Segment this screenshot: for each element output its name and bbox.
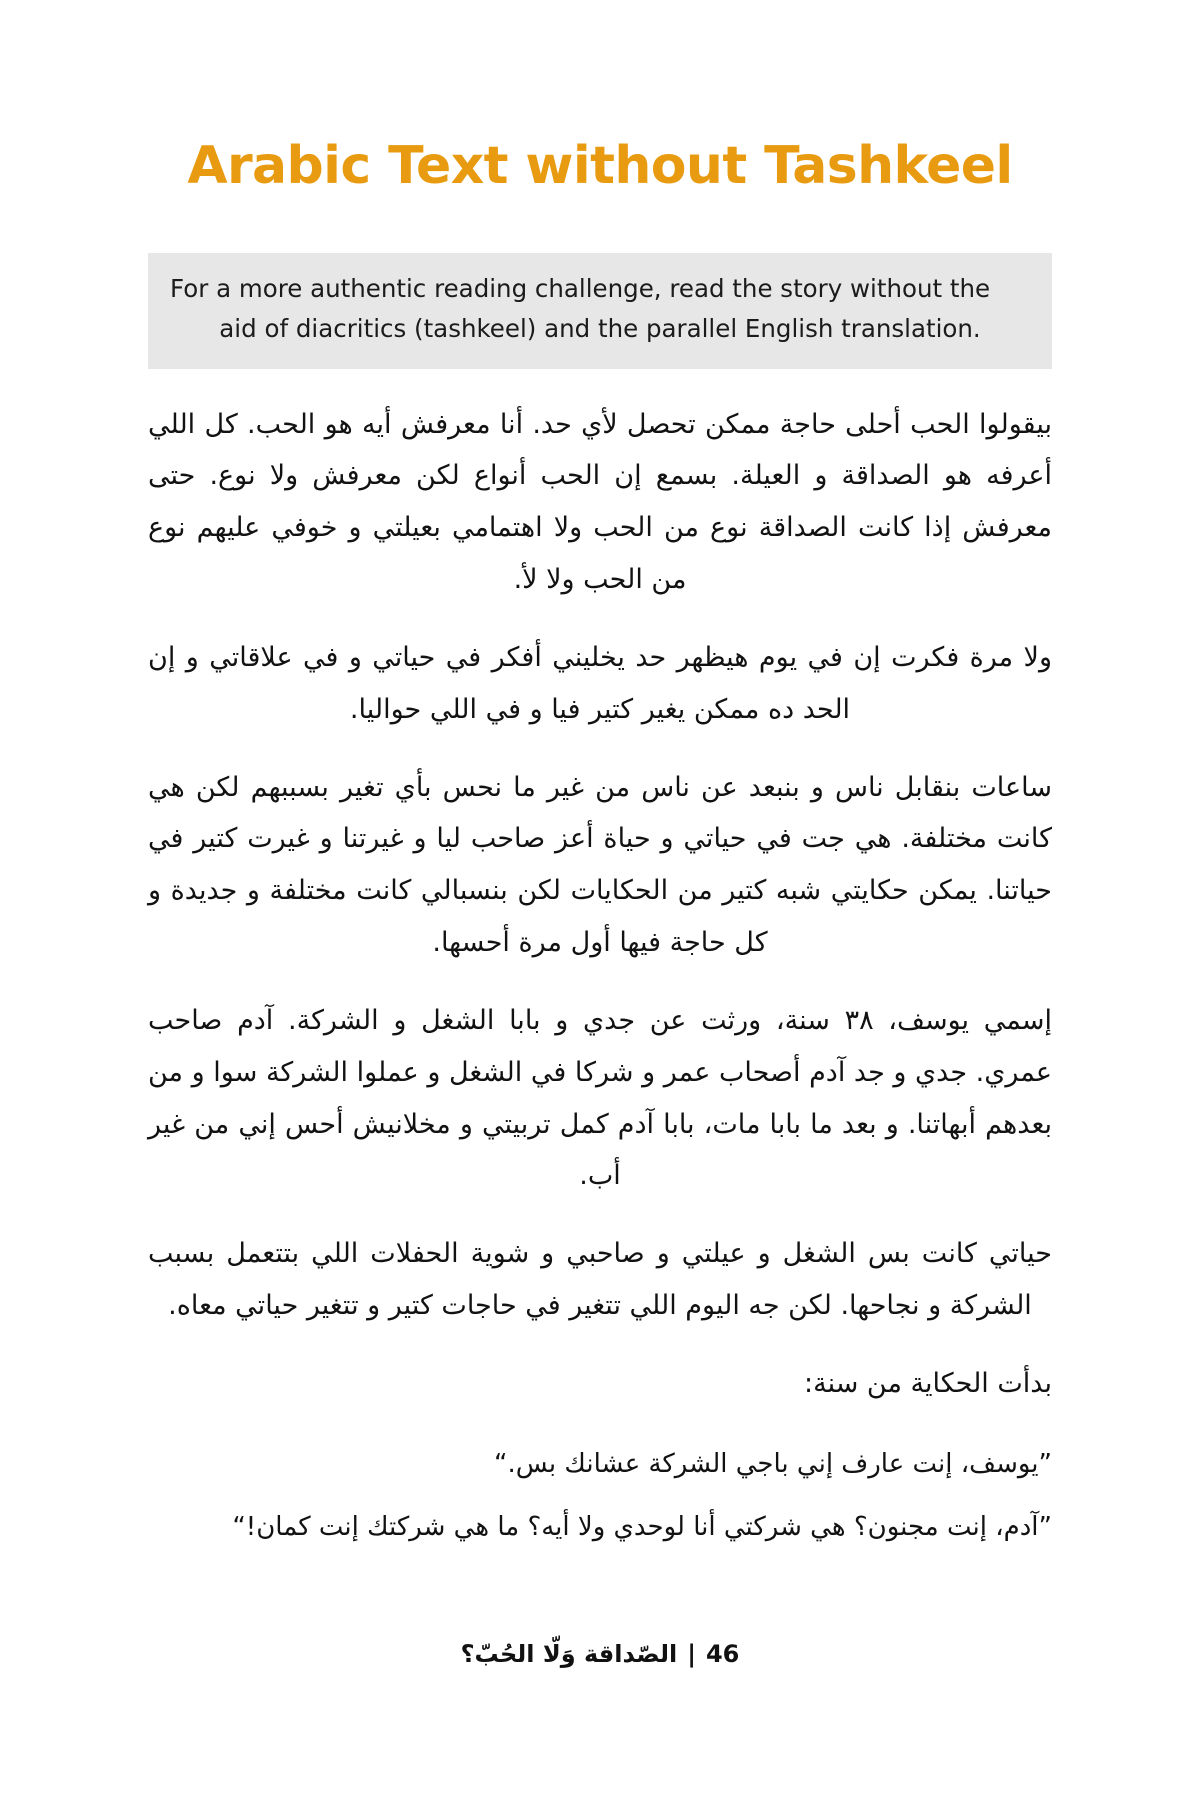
- dialogue-line-1: ”يوسف، إنت عارف إني باجي الشركة عشانك بس.“: [494, 1448, 1052, 1479]
- footer-page-number: 46: [705, 1640, 740, 1668]
- story-transition-line: بدأت الحكاية من سنة:: [804, 1367, 1052, 1399]
- story-paragraph-3: ساعات بنقابل ناس و بنبعد عن ناس من غير ما نحس بأي تغير بسببهم لكن هي كانت مختلفة. هي جت في حياتي و حياة أعز صاحب ليا و غيرتنا و غيرت كتير في حياتنا. يمكن حكايتي شبه كتير من الحكايات لكن بنسبالي كانت مختلفة و جديدة و كل حاجة فيها أول مرة أحسها.: [148, 771, 1052, 959]
- arabic-story-body: [148, 399, 1052, 1553]
- dialogue-line-2: ”آدم، إنت مجنون؟ هي شركتي أنا لوحدي ولا أيه؟ ما هي شركتك إنت كمان!“: [232, 1512, 1052, 1543]
- page-title: Arabic Text without Tashkeel: [187, 136, 1013, 196]
- story-paragraph-5: حياتي كانت بس الشغل و عيلتي و صاحبي و شوية الحفلات اللي بتتعمل بسبب الشركة و نجاحها. لكن جه اليوم اللي تتغير في حاجات كتير و تتغير حياتي معاه.: [148, 1238, 1052, 1321]
- footer-separator: |: [687, 1640, 696, 1668]
- footer-book-title: الصّداقة وَلّا الحُبّ؟: [460, 1640, 678, 1668]
- intro-note-line-two: aid of diacritics (tashkeel) and the parallel English translation.: [219, 313, 981, 343]
- story-paragraph-1: بيقولوا الحب أحلى حاجة ممكن تحصل لأي حد. أنا معرفش أيه هو الحب. كل اللي أعرفه هو الصداقة و العيلة. بسمع إن الحب أنواع لكن معرفش ولا نوع. حتى معرفش إذا كانت الصداقة نوع من الحب ولا اهتمامي بعيلتي و خوفي عليهم نوع من الحب ولا لأ.: [148, 408, 1052, 596]
- intro-note-box: [148, 253, 1052, 368]
- intro-note-line-one: For a more authentic reading challenge, read the story without the: [170, 274, 991, 304]
- page-footer: [0, 1560, 1200, 1800]
- footer-inner: [461, 1640, 740, 1668]
- story-paragraph-2: ولا مرة فكرت إن في يوم هيظهر حد يخليني أفكر في حياتي و في علاقاتي و إن الحد ده ممكن يغير كتير فيا و في اللي حواليا.: [148, 641, 1052, 725]
- story-paragraph-4: إسمي يوسف، ٣٨ سنة، ورثت عن جدي و بابا الشغل و الشركة. آدم صاحب عمري. جدي و جد آدم أصحاب عمر و شركا في الشغل و عملوا الشركة سوا و من بعدهم أبهاتنا. و بعد ما بابا مات، بابا آدم كمل تربيتي و مخلانيش أحس إني من غير أب.: [148, 1004, 1052, 1192]
